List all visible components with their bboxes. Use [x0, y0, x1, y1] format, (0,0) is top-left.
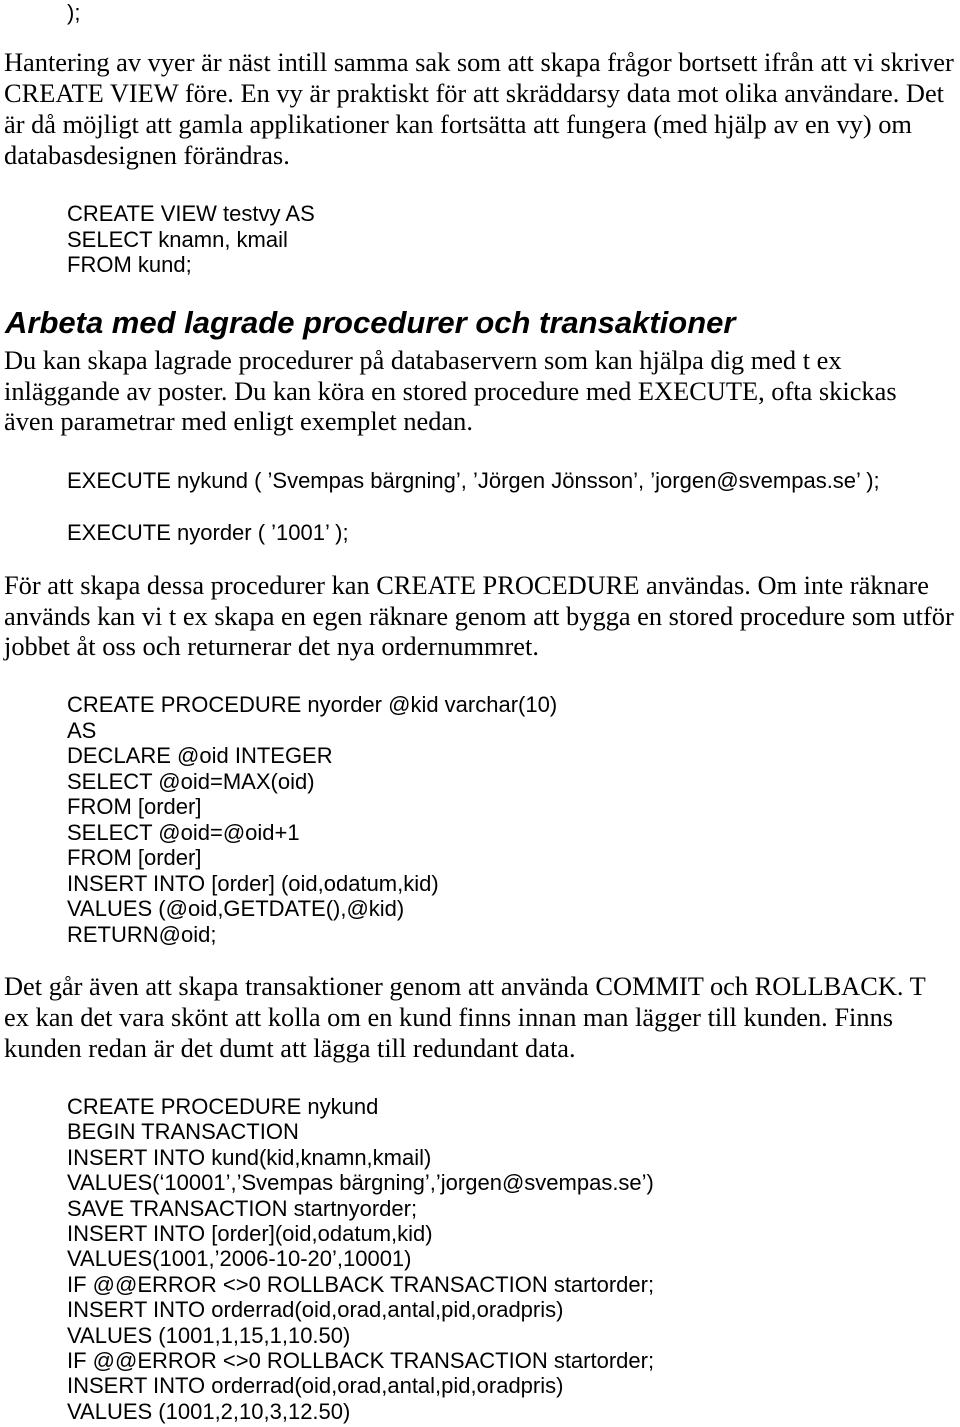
- create-procedure-paragraph: [4, 570, 954, 662]
- code-line: );: [67, 0, 81, 25]
- paragraph-line: För att skapa dessa procedurer kan CREATE PROCEDURE användas. Om inte räknare: [4, 570, 929, 600]
- paragraph-line: inläggande av poster. Du kan köra en stored procedure med EXECUTE, ofta skickas: [4, 375, 897, 406]
- code-line: FROM kund;: [67, 252, 192, 277]
- paragraph-line: kunden redan är det dumt att lägga till redundant data.: [4, 1033, 576, 1063]
- code-line: CREATE PROCEDURE nykund: [67, 1094, 379, 1119]
- code-line: FROM [order]: [67, 845, 202, 870]
- intro-paragraph: [4, 47, 954, 171]
- code-line: INSERT INTO [order](oid,odatum,kid): [67, 1221, 433, 1247]
- code-line: IF @@ERROR <>0 ROLLBACK TRANSACTION startorder;: [67, 1271, 655, 1297]
- code-line: RETURN@oid;: [67, 921, 217, 947]
- code-line: CREATE PROCEDURE nyorder @kid varchar(10): [67, 692, 558, 717]
- code-line: VALUES (1001,2,10,3,12.50): [67, 1398, 351, 1424]
- paragraph-line: även parametrar med enligt exemplet nedan.: [4, 406, 473, 436]
- code-line: DECLARE @oid INTEGER: [67, 743, 333, 768]
- nyorder-procedure-code: [67, 692, 557, 947]
- section-heading: Arbeta med lagrade procedurer och transaktioner: [5, 305, 736, 340]
- code-line: SELECT @oid=@oid+1: [67, 819, 300, 845]
- paragraph-line: Du kan skapa lagrade procedurer på databaservern som kan hjälpa dig med t ex: [4, 345, 842, 375]
- code-line: FROM [order]: [67, 794, 202, 819]
- code-line: INSERT INTO [order] (oid,odatum,kid): [67, 870, 439, 896]
- paragraph-line: databasdesignen förändras.: [4, 140, 290, 170]
- code-line: BEGIN TRANSACTION: [67, 1119, 299, 1145]
- code-line: SELECT @oid=MAX(oid): [67, 768, 315, 794]
- paragraph-line: Det går även att skapa transaktioner genom att använda COMMIT och ROLLBACK. T: [4, 971, 926, 1001]
- code-line: VALUES (1001,1,15,1,10.50): [67, 1322, 351, 1348]
- code-line: IF @@ERROR <>0 ROLLBACK TRANSACTION startorder;: [67, 1348, 655, 1374]
- create-view-example: [67, 201, 315, 278]
- transactions-paragraph: [4, 971, 926, 1064]
- execute-nykund-example: [67, 468, 880, 494]
- code-line: AS: [67, 717, 97, 743]
- code-line: VALUES(1001,’2006-10-20’,10001): [67, 1246, 412, 1272]
- execute-nyorder-example: [67, 520, 349, 546]
- code-line: INSERT INTO orderrad(oid,orad,antal,pid,oradpris): [67, 1373, 564, 1399]
- leading-code-fragment: [67, 0, 80, 26]
- paragraph-line: ex kan det vara skönt att kolla om en kund finns innan man lägger till kunden. Finns: [4, 1002, 894, 1032]
- code-line: EXECUTE nyorder ( ’1001’ );: [67, 520, 349, 545]
- code-line: EXECUTE nykund ( ’Svempas bärgning’, ’Jörgen Jönsson’, ’jorgen@svempas.se’ );: [67, 468, 880, 493]
- procedures-paragraph: [4, 345, 897, 437]
- paragraph-line: används kan vi t ex skapa en egen räknare genom att bygga en stored procedure som utför: [4, 600, 954, 631]
- paragraph-line: jobbet åt oss och returnerar det nya ordernummret.: [4, 631, 539, 661]
- paragraph-line: Hantering av vyer är näst intill samma sak som att skapa frågor bortsett ifrån att vi skriver: [4, 47, 954, 77]
- code-line: INSERT INTO kund(kid,knamn,kmail): [67, 1144, 432, 1170]
- code-line: INSERT INTO orderrad(oid,orad,antal,pid,oradpris): [67, 1297, 564, 1323]
- code-line: VALUES (@oid,GETDATE(),@kid): [67, 896, 405, 921]
- code-line: SELECT knamn, kmail: [67, 226, 288, 252]
- paragraph-line: är då möjligt att gamla applikationer kan fortsätta att fungera (med hjälp av en vy) om: [4, 109, 912, 139]
- paragraph-line: CREATE VIEW före. En vy är praktiskt för att skräddarsy data mot olika användare. Det: [4, 78, 945, 108]
- code-line: CREATE VIEW testvy AS: [67, 201, 315, 226]
- code-line: SAVE TRANSACTION startnyorder;: [67, 1195, 418, 1221]
- code-line: VALUES(‘10001’,’Svempas bärgning’,’jorgen@svempas.se’): [67, 1170, 654, 1196]
- nykund-procedure-code: [67, 1094, 654, 1424]
